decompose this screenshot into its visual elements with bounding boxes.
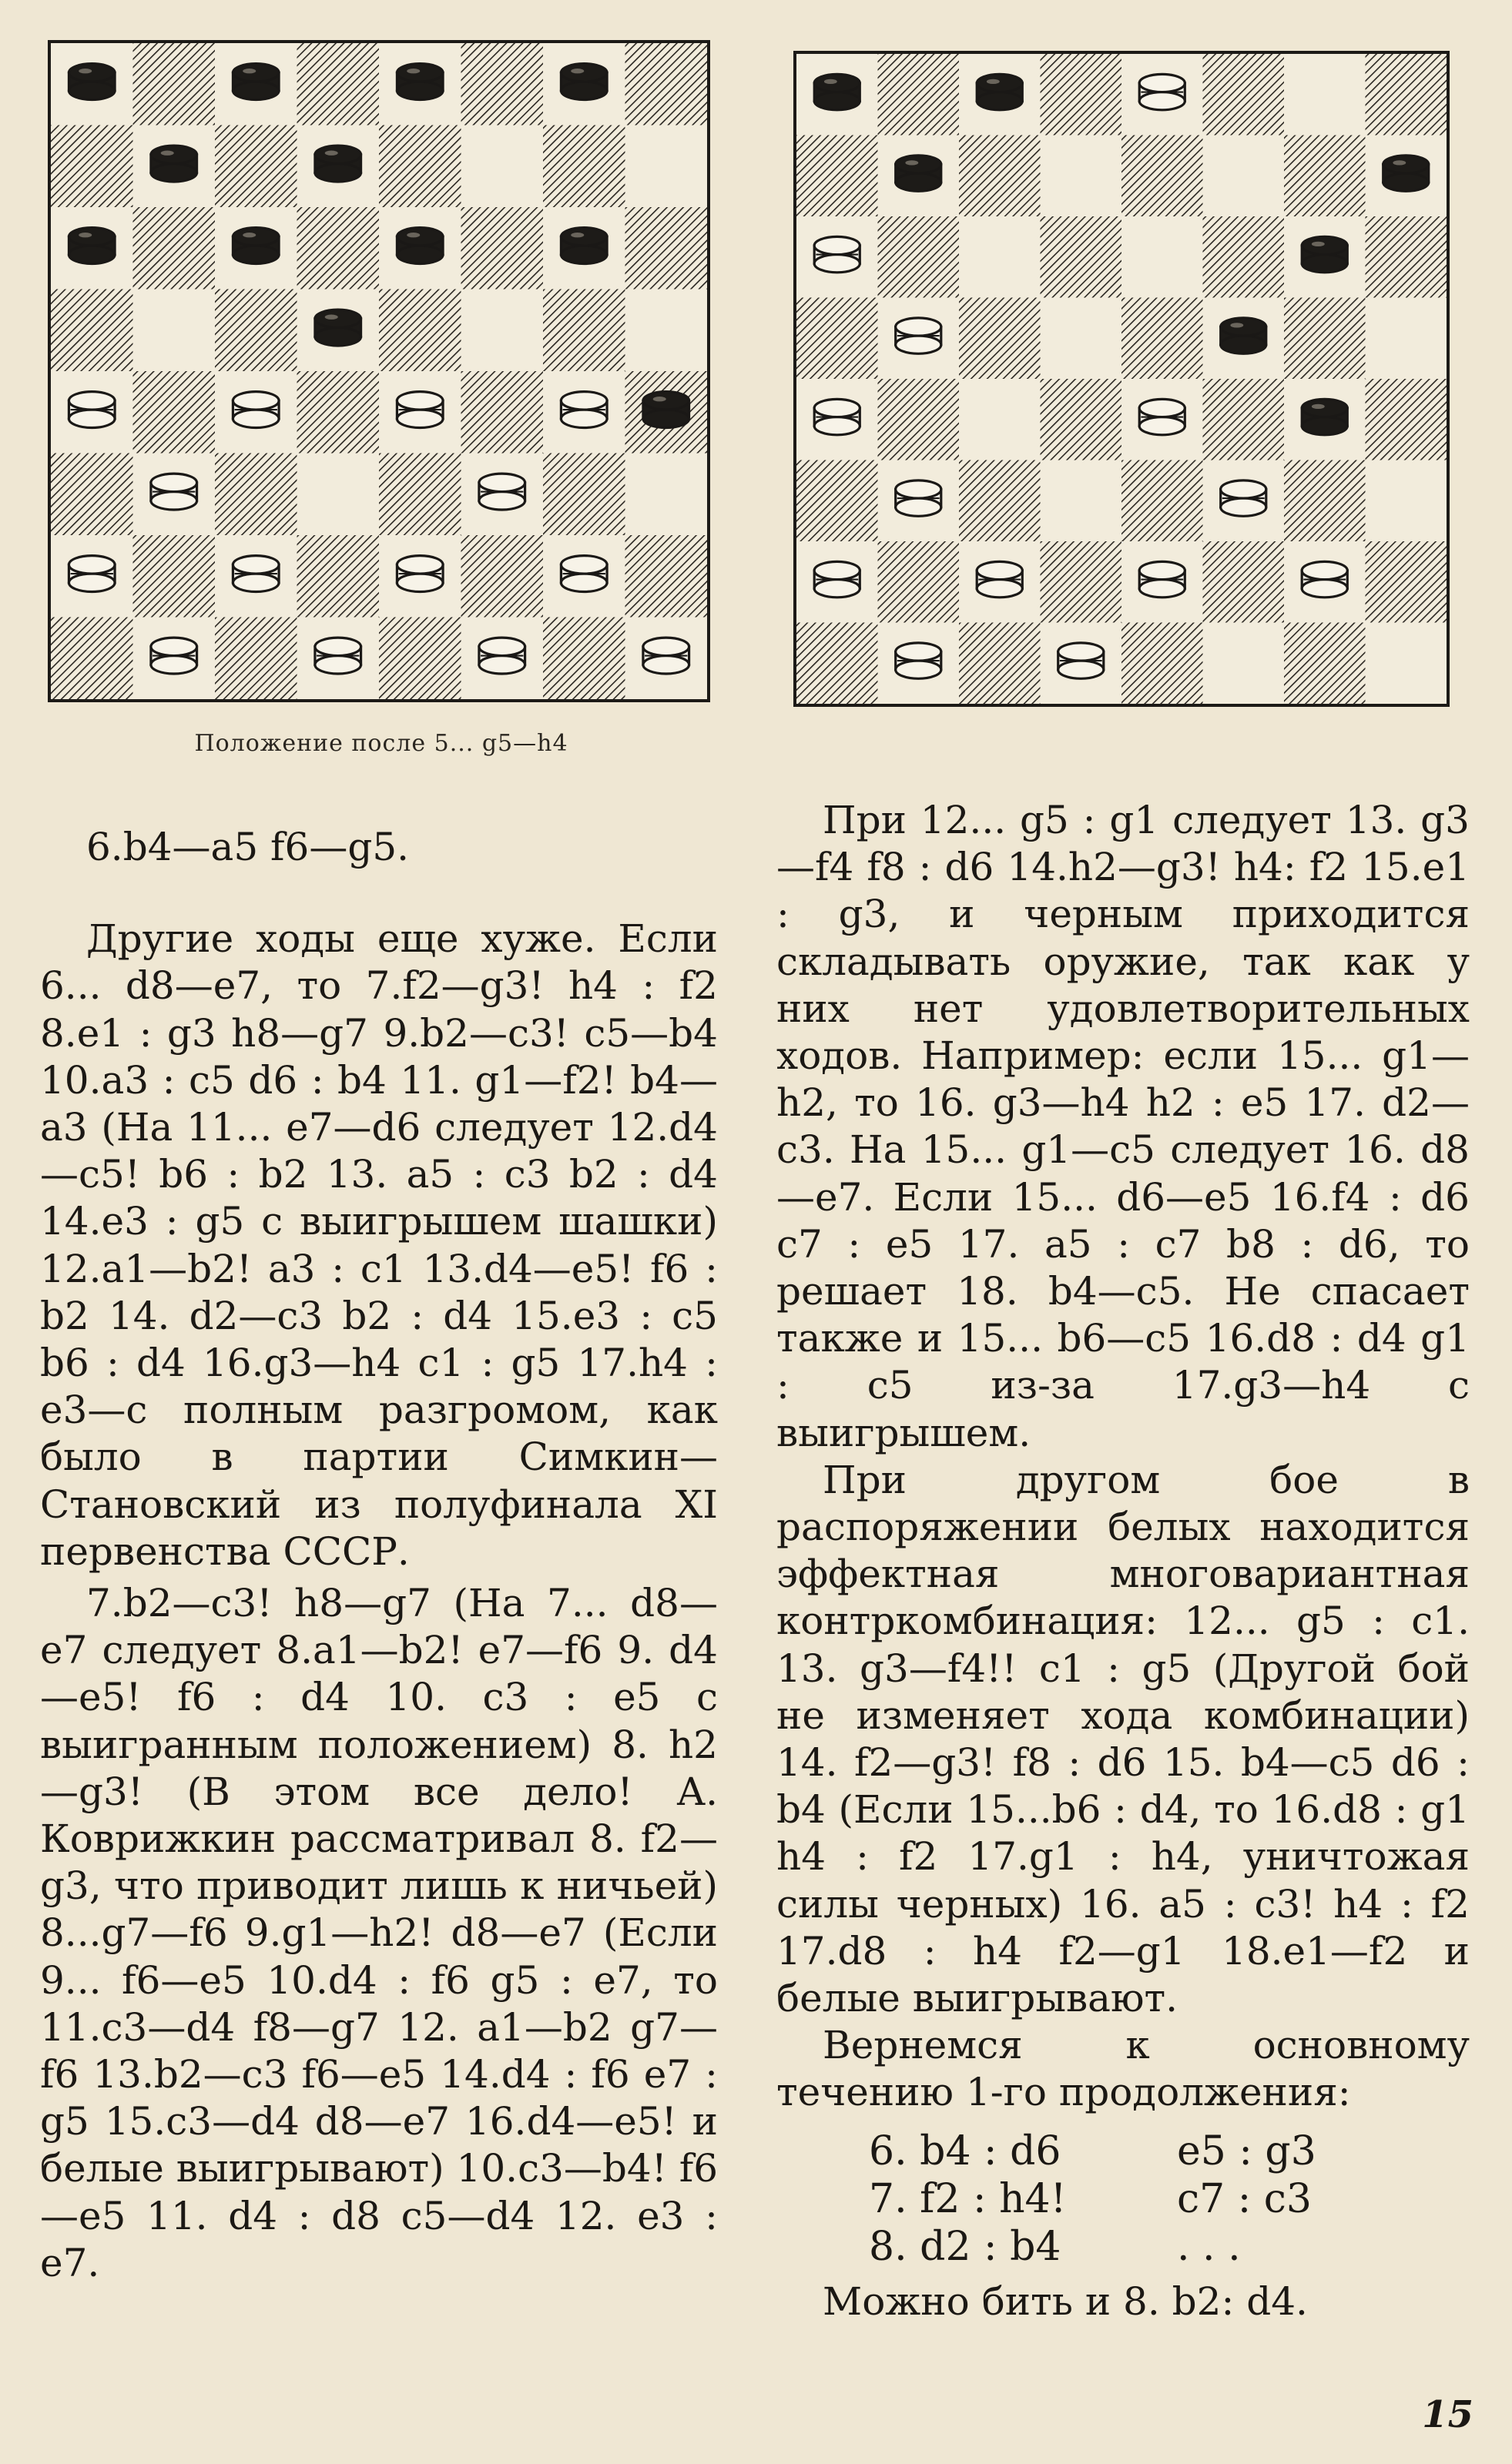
dark-square	[1121, 298, 1203, 380]
black-checker	[1221, 318, 1266, 353]
dark-square	[133, 207, 216, 290]
board-right-grid	[796, 54, 1447, 704]
white-checker	[896, 480, 941, 516]
dark-square	[543, 618, 625, 700]
moves-table	[776, 2128, 1470, 2271]
paragraph-4: При 12... g5 : g1 следует 13. g3—f4 f8 : d6 14.h2—g3! h4: f2 15.e1 : g3, и черным приходится складывать оружие, так как у них нет удовлетворительных ходов. Например: если 15... g1—h2, то 16. g3—h4 h2 : e5 17. d2—c3. На 15... g1—c5 следует 16. d8—e7. Если 15... d6—e5 16.f4 : d6 c7 : e5 17. a5 : c7 b8 : d6, то решает 18. b4—c5. Не спасает также и 15... b6—c5 16.d8 : d4 g1 : c5 из-за 17.g3—h4 с выигрышем.	[776, 798, 1470, 1455]
white-checker	[643, 638, 689, 674]
move-black: e5 : g3	[1177, 2128, 1316, 2174]
dark-square	[379, 618, 461, 700]
black-checker	[233, 64, 279, 100]
dark-square	[1284, 136, 1366, 217]
white-checker	[233, 556, 279, 592]
dark-square	[1284, 623, 1366, 705]
black-checker	[1302, 236, 1347, 272]
white-checker	[977, 561, 1022, 597]
white-checker	[1058, 643, 1104, 678]
white-checker	[397, 556, 443, 592]
black-checker	[1302, 399, 1347, 434]
dark-square	[1121, 136, 1203, 217]
dark-square	[215, 290, 297, 372]
black-checker	[151, 146, 197, 182]
dark-square	[51, 618, 133, 700]
dark-square	[1366, 216, 1447, 298]
dark-square	[959, 460, 1041, 542]
dark-square	[215, 126, 297, 208]
white-checker	[397, 392, 443, 428]
move-row	[776, 2128, 1470, 2175]
dark-square	[1041, 379, 1122, 460]
dark-square	[215, 618, 297, 700]
dark-square	[133, 535, 216, 618]
black-checker	[561, 228, 607, 264]
black-checker	[814, 74, 860, 109]
dark-square	[133, 43, 216, 126]
dark-square	[878, 541, 960, 623]
white-checker	[315, 638, 361, 674]
dark-square	[796, 298, 878, 380]
dark-square	[297, 371, 380, 454]
move-white: 6. b4 : d6	[869, 2128, 1061, 2174]
dark-square	[379, 290, 461, 372]
white-checker	[479, 474, 525, 510]
white-checker	[479, 638, 525, 674]
dark-square	[543, 126, 625, 208]
dark-square	[878, 216, 960, 298]
board-caption: Положение после 5... g5—h4	[194, 730, 568, 757]
board-left	[48, 40, 710, 702]
dark-square	[543, 290, 625, 372]
dark-square	[543, 454, 625, 536]
dark-square	[796, 136, 878, 217]
black-checker	[977, 74, 1022, 109]
black-checker	[315, 146, 361, 182]
dark-square	[461, 43, 544, 126]
board-right	[793, 51, 1450, 707]
black-checker	[896, 156, 941, 191]
dark-square	[625, 535, 708, 618]
black-checker	[397, 64, 443, 100]
black-checker	[643, 392, 689, 428]
left-column	[40, 824, 718, 2287]
dark-square	[1203, 54, 1285, 136]
page-number: 15	[1422, 2393, 1473, 2436]
dark-square	[1203, 216, 1285, 298]
dark-square	[625, 43, 708, 126]
paragraph-3: 7.b2—c3! h8—g7 (На 7... d8—e7 следует 8.a1—b2! e7—f6 9. d4—e5! f6 : d4 10. c3 : e5 с выигранным положением) 8. h2—g3! (В этом все дело! А. Коврижкин рассматривал 8. f2—g3, что приводит лишь к ничьей) 8...g7—f6 9.g1—h2! d8—e7 (Если 9... f6—e5 10.d4 : f6 g5 : e7, то 11.c3—d4 f8—g7 12. a1—b2 g7—f6 13.b2—c3 f6—e5 14.d4 : f6 e7 : g5 15.c3—d4 d8—e7 16.d4—e5! и белые выигрывают) 10.c3—b4! f6—e5 11. d4 : d8 c5—d4 12. e3 : e7.	[40, 1581, 719, 2285]
white-checker	[1139, 74, 1185, 109]
dark-square	[379, 126, 461, 208]
dark-square	[1121, 623, 1203, 705]
white-checker	[1139, 561, 1185, 597]
dark-square	[1284, 298, 1366, 380]
white-checker	[151, 638, 197, 674]
right-column	[776, 797, 1470, 2325]
dark-square	[1366, 541, 1447, 623]
move-white: 7. f2 : h4!	[869, 2175, 1067, 2222]
paragraph-1: 6.b4—a5 f6—g5.	[86, 825, 410, 869]
move-black: . . .	[1177, 2223, 1241, 2270]
dark-square	[959, 623, 1041, 705]
white-checker	[561, 392, 607, 428]
white-checker	[69, 556, 115, 592]
closing-line: Можно бить и 8. b2: d4.	[823, 2278, 1308, 2324]
white-checker	[233, 392, 279, 428]
dark-square	[959, 298, 1041, 380]
white-checker	[561, 556, 607, 592]
dark-square	[878, 54, 960, 136]
white-checker	[1302, 561, 1347, 597]
dark-square	[878, 379, 960, 460]
white-checker	[896, 318, 941, 353]
dark-square	[461, 371, 544, 454]
dark-square	[1121, 460, 1203, 542]
dark-square	[1041, 54, 1122, 136]
black-checker	[315, 310, 361, 346]
black-checker	[69, 228, 115, 264]
dark-square	[1366, 379, 1447, 460]
dark-square	[959, 136, 1041, 217]
paragraph-6: Вернемся к основному течению 1-го продолжения:	[776, 2023, 1470, 2115]
dark-square	[133, 371, 216, 454]
dark-square	[461, 207, 544, 290]
black-checker	[233, 228, 279, 264]
white-checker	[814, 561, 860, 597]
white-checker	[151, 474, 197, 510]
dark-square	[1366, 54, 1447, 136]
dark-square	[625, 207, 708, 290]
dark-square	[379, 454, 461, 536]
paragraph-2: Другие ходы еще хуже. Если 6... d8—e7, то 7.f2—g3! h4 : f2 8.e1 : g3 h8—g7 9.b2—c3! c5—b4 10.a3 : c5 d6 : b4 11. g1—f2! b4—a3 (На 11... e7—d6 следует 12.d4—c5! b6 : b2 13. a5 : c3 b2 : d4 14.e3 : g5 с выигрышем шашки) 12.a1—b2! a3 : c1 13.d4—e5! f6 : b2 14. d2—c3 b2 : d4 15.e3 : c5 b6 : d4 16.g3—h4 c1 : g5 17.h4 : e3—с полным разгромом, как было в партии Симкин—Становский из полуфинала XI первенства СССР.	[40, 916, 718, 1574]
dark-square	[51, 290, 133, 372]
dark-square	[297, 43, 380, 126]
white-checker	[1139, 399, 1185, 434]
dark-square	[796, 623, 878, 705]
dark-square	[1203, 541, 1285, 623]
dark-square	[51, 126, 133, 208]
dark-square	[51, 454, 133, 536]
white-checker	[814, 236, 860, 272]
black-checker	[397, 228, 443, 264]
dark-square	[461, 535, 544, 618]
dark-square	[297, 207, 380, 290]
black-checker	[561, 64, 607, 100]
dark-square	[1041, 541, 1122, 623]
paragraph-5: При другом бое в распоряжении белых находится эффектная многовариантная контркомбинация: 12... g5 : c1. 13. g3—f4!! c1 : g5 (Другой бой не изменяет хода комбинации) 14. f2—g3! f8 : d6 15. b4—c5 d6 : b4 (Если 15...b6 : d4, то 16.d8 : g1 h4 : f2 17.g1 : h4, уничтожая силы черных) 16. a5 : c3! h4 : f2 17.d8 : h4 f2—g1 18.e1—f2 и белые выигрывают.	[776, 1457, 1470, 2021]
dark-square	[215, 454, 297, 536]
white-checker	[896, 643, 941, 678]
black-checker	[69, 64, 115, 100]
dark-square	[297, 535, 380, 618]
white-checker	[69, 392, 115, 428]
move-row	[776, 2175, 1470, 2223]
white-checker	[814, 399, 860, 434]
move-row	[776, 2223, 1470, 2271]
black-checker	[1383, 156, 1429, 191]
dark-square	[1041, 216, 1122, 298]
board-left-grid	[51, 43, 707, 699]
white-checker	[1221, 480, 1266, 516]
dark-square	[1203, 379, 1285, 460]
dark-square	[796, 460, 878, 542]
move-black: c7 : c3	[1177, 2175, 1312, 2222]
move-white: 8. d2 : b4	[869, 2223, 1061, 2270]
dark-square	[1284, 460, 1366, 542]
